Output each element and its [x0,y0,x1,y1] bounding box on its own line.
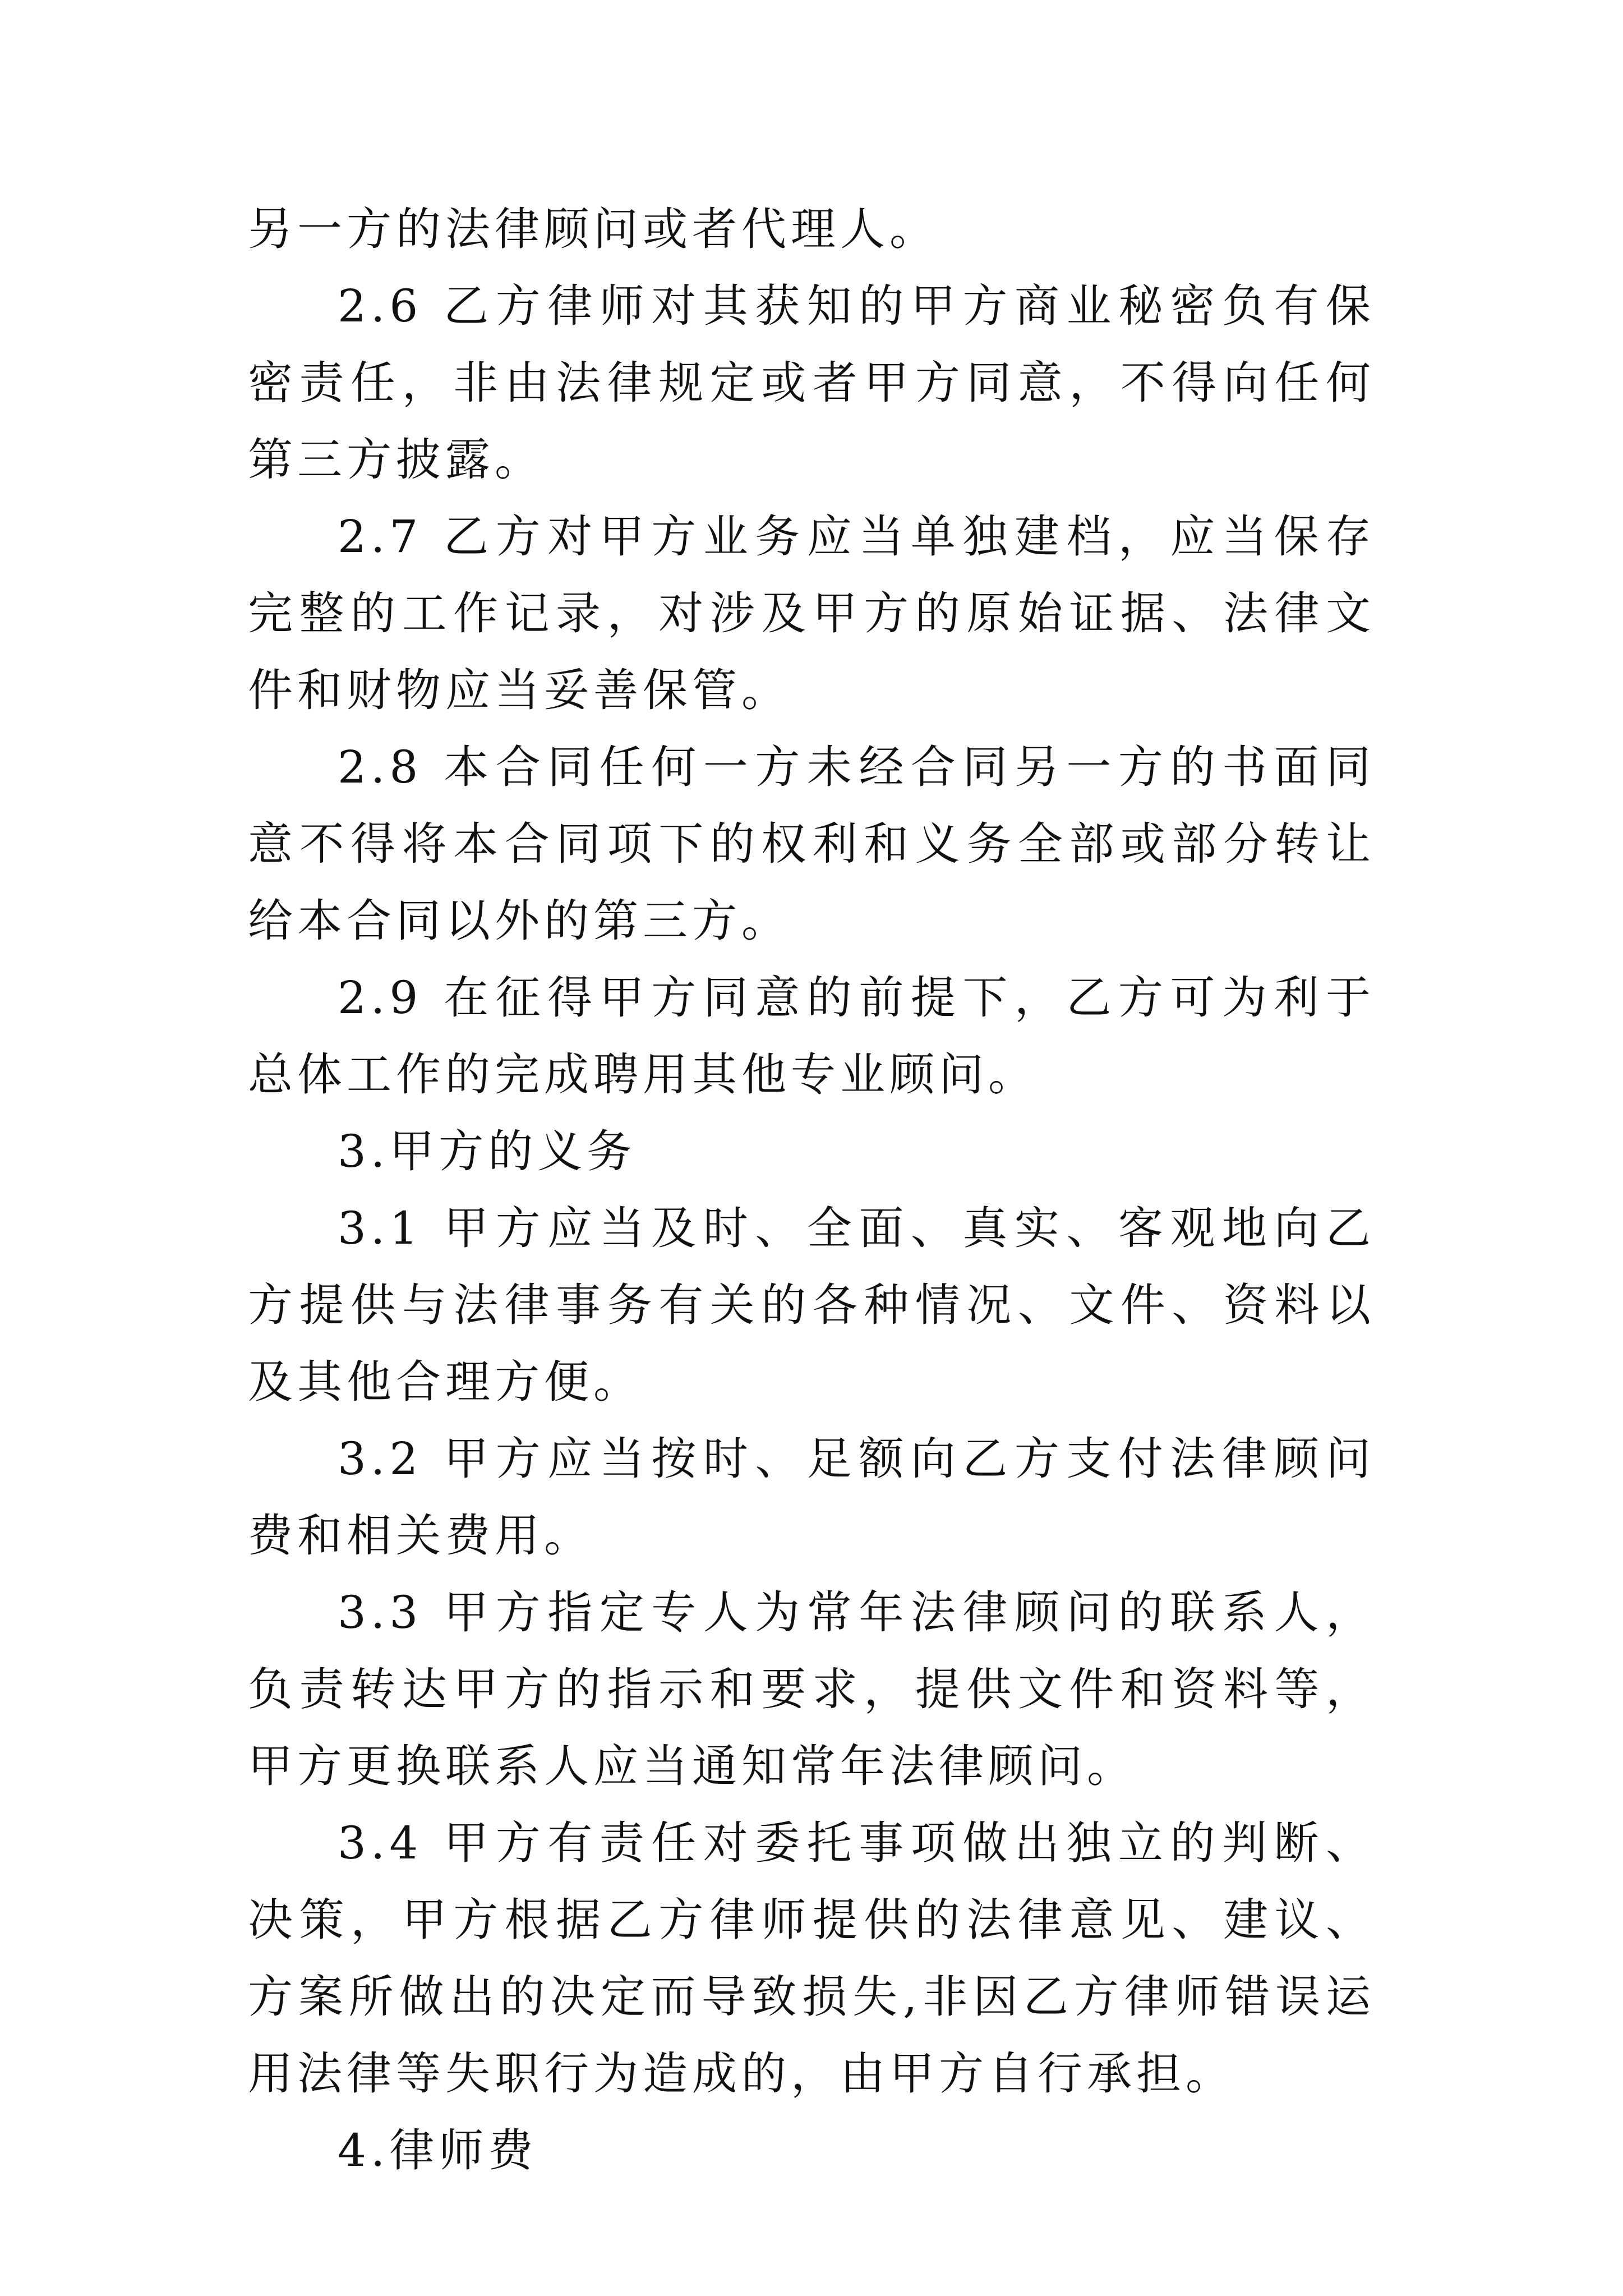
paragraph-2-7: 2.7 乙方对甲方业务应当单独建档，应当保存完整的工作记录，对涉及甲方的原始证据、法律文件和财物应当妥善保管。 [248,510,1375,716]
paragraph-2-6: 2.6 乙方律师对其获知的甲方商业秘密负有保密责任，非由法律规定或者甲方同意，不得向任何第三方披露。 [248,280,1375,486]
paragraph-2-8: 2.8 本合同任何一方未经合同另一方的书面同意不得将本合同项下的权利和义务全部或部分转让给本合同以外的第三方。 [248,741,1375,947]
paragraph-3-2: 3.2 甲方应当按时、足额向乙方支付法律顾问费和相关费用。 [248,1433,1375,1562]
document-body [248,191,1375,2189]
paragraph-3-1: 3.1 甲方应当及时、全面、真实、客观地向乙方提供与法律事务有关的各种情况、文件、资料以及其他合理方便。 [248,1202,1375,1408]
paragraph-3-4: 3.4 甲方有责任对委托事项做出独立的判断、决策，甲方根据乙方律师提供的法律意见、建议、方案所做出的决定而导致损失,非因乙方律师错误运用法律等失职行为造成的，由甲方自行承担。 [248,1817,1375,2100]
paragraph-3-3: 3.3 甲方指定专人为常年法律顾问的联系人，负责转达甲方的指示和要求，提供文件和资料等，甲方更换联系人应当通知常年法律顾问。 [248,1586,1375,1792]
section-heading-4: 4.律师费 [338,2124,538,2177]
paragraph-2-9: 2.9 在征得甲方同意的前提下，乙方可为利于总体工作的完成聘用其他专业顾问。 [248,972,1375,1101]
paragraph-continuation: 另一方的法律顾问或者代理人。 [248,203,939,255]
section-heading-3: 3.甲方的义务 [338,1125,637,1177]
